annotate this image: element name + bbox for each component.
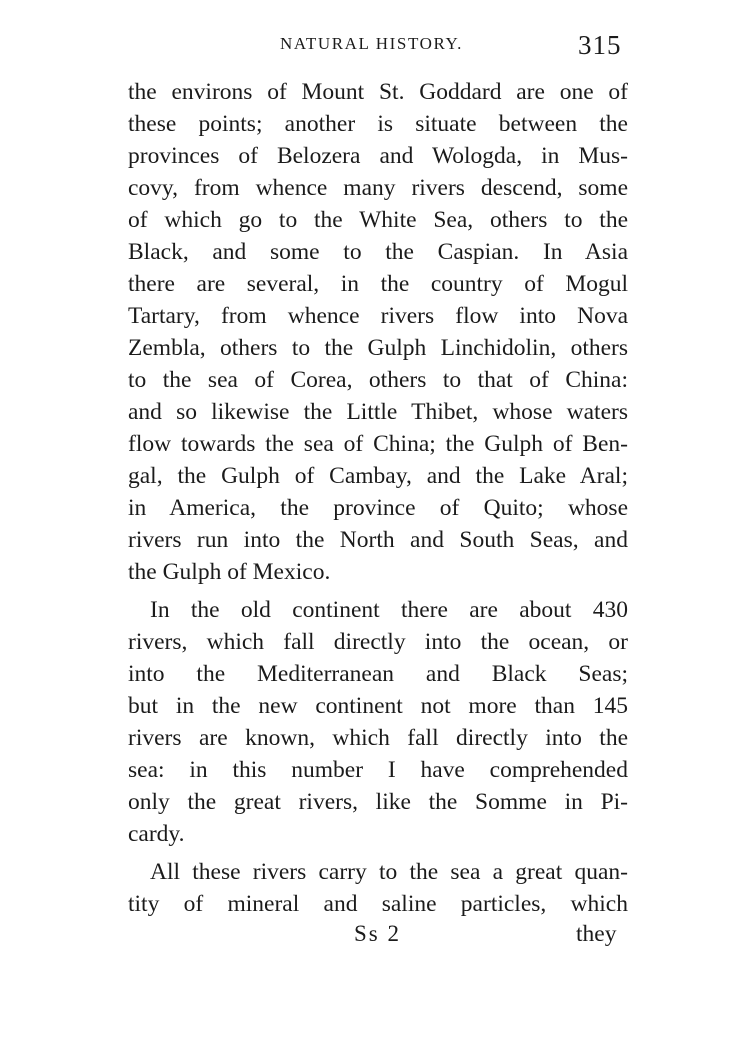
paragraph-2 bbox=[128, 594, 628, 850]
text-line: the Gulph of Mexico. bbox=[128, 559, 331, 585]
paragraph-1 bbox=[128, 76, 628, 588]
running-title: NATURAL HISTORY. bbox=[280, 34, 464, 53]
running-head bbox=[0, 30, 750, 60]
text-line: the environs of Mount St. Goddard are one of bbox=[128, 79, 628, 105]
text-line: Zembla, others to the Gulph Linchidolin, others bbox=[128, 335, 628, 361]
text-line: All these rivers carry to the sea a great quan- bbox=[150, 859, 628, 885]
text-line: sea: in this number I have comprehended bbox=[128, 757, 628, 783]
text-line: only the great rivers, like the Somme in Pi- bbox=[128, 789, 628, 815]
catchword: they bbox=[576, 921, 617, 947]
text-line: cardy. bbox=[128, 821, 185, 847]
text-line: Black, and some to the Caspian. In Asia bbox=[128, 239, 628, 265]
text-line: into the Mediterranean and Black Seas; bbox=[128, 661, 628, 687]
text-line: provinces of Belozera and Wologda, in Mus- bbox=[128, 143, 628, 169]
text-line: In the old continent there are about 430 bbox=[150, 597, 628, 623]
text-line: and so likewise the Little Thibet, whose waters bbox=[128, 399, 628, 425]
text-line: rivers, which fall directly into the ocean, or bbox=[128, 629, 628, 655]
text-line: there are several, in the country of Mogul bbox=[128, 271, 628, 297]
text-line: rivers are known, which fall directly into the bbox=[128, 725, 628, 751]
body-text bbox=[128, 76, 628, 920]
text-line: tity of mineral and saline particles, which bbox=[128, 891, 628, 917]
text-line: flow towards the sea of China; the Gulph of Ben- bbox=[128, 431, 628, 457]
text-line: of which go to the White Sea, others to the bbox=[128, 207, 628, 233]
signature-mark: Ss 2 bbox=[354, 921, 401, 946]
text-line: but in the new continent not more than 145 bbox=[128, 693, 628, 719]
text-line: these points; another is situate between the bbox=[128, 111, 628, 137]
text-line: covy, from whence many rivers descend, some bbox=[128, 175, 628, 201]
text-line: gal, the Gulph of Cambay, and the Lake Aral; bbox=[128, 463, 628, 489]
text-line: Tartary, from whence rivers flow into Nova bbox=[128, 303, 628, 329]
text-line: rivers run into the North and South Seas, and bbox=[128, 527, 628, 553]
text-line: in America, the province of Quito; whose bbox=[128, 495, 628, 521]
paragraph-3 bbox=[128, 856, 628, 920]
page-footer bbox=[0, 918, 750, 950]
text-line: to the sea of Corea, others to that of China: bbox=[128, 367, 628, 393]
page-number: 315 bbox=[578, 30, 622, 60]
